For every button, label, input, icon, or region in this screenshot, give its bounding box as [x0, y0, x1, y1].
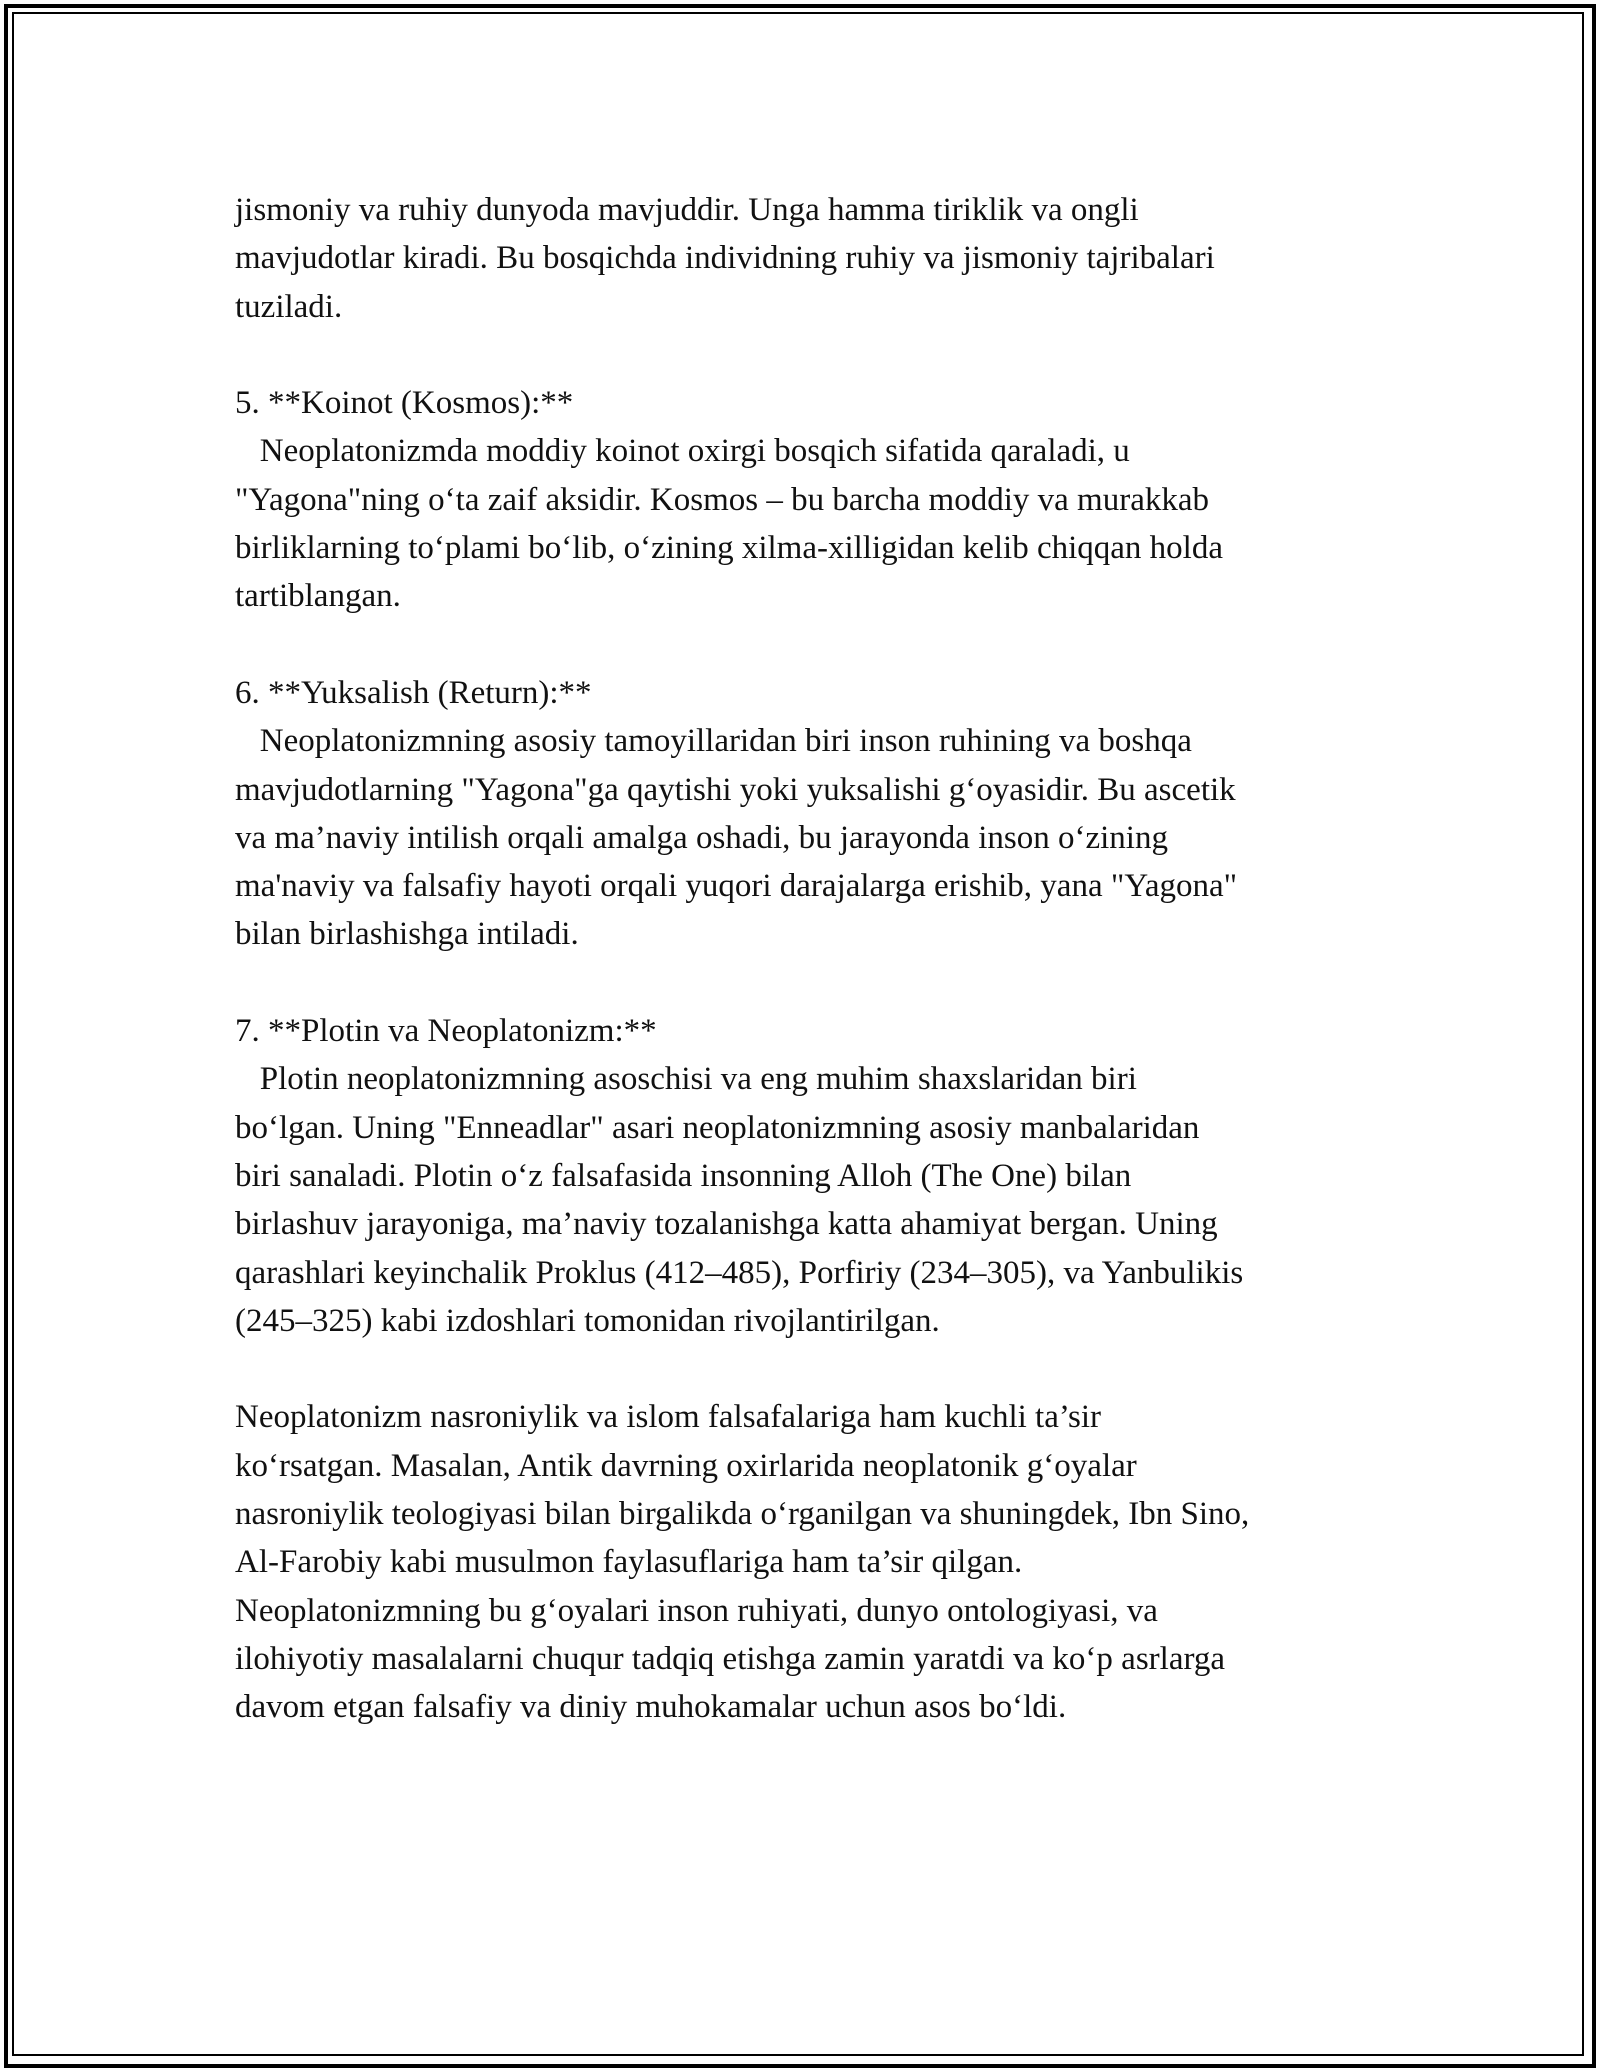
text-line: nasroniylik teologiyasi bilan birgalikda o‘rganilgan va shuningdek, Ibn Sino, [235, 1496, 1250, 1533]
section-heading: 6. **Yuksalish (Return):** [235, 674, 592, 711]
text-line: qarashlari keyinchalik Proklus (412–485), Porfiriy (234–305), va Yanbulikis [235, 1254, 1244, 1291]
section-koinot [235, 379, 1375, 620]
text-line: va ma’naviy intilish orqali amalga oshadi, bu jarayonda inson o‘zining [235, 819, 1168, 856]
text-line: Neoplatonizmning asosiy tamoyillaridan biri inson ruhining va boshqa [235, 723, 1192, 760]
paragraph-spacer [235, 331, 1375, 379]
text-line: ma'naviy va falsafiy hayoti orqali yuqori darajalarga erishib, yana "Yagona" [235, 868, 1238, 905]
section-plotin [235, 1007, 1375, 1345]
text-line: Neoplatonizmda moddiy koinot oxirgi bosqich sifatida qaraladi, u [235, 433, 1130, 470]
text-line: "Yagona"ning o‘ta zaif aksidir. Kosmos – bu barcha moddiy va murakkab [235, 481, 1209, 518]
text-line: jismoniy va ruhiy dunyoda mavjuddir. Unga hamma tiriklik va ongli [235, 192, 1139, 228]
text-line: Al-Farobiy kabi musulmon faylasuflariga ham ta’sir qilgan. [235, 1544, 1023, 1581]
text-line: biri sanaladi. Plotin o‘z falsafasida insonning Alloh (The One) bilan [235, 1157, 1132, 1194]
text-line: birlashuv jarayoniga, ma’naviy tozalanishga katta ahamiyat bergan. Uning [235, 1206, 1218, 1243]
paragraph-spacer [235, 1345, 1375, 1393]
text-line: birliklarning to‘plami bo‘lib, o‘zining xilma-xilligidan kelib chiqqan holda [235, 530, 1223, 567]
text-line: tuziladi. [235, 288, 343, 325]
text-line: ko‘rsatgan. Masalan, Antik davrning oxirlarida neoplatonik g‘oyalar [235, 1447, 1137, 1484]
section-heading: 7. **Plotin va Neoplatonizm:** [235, 1013, 657, 1050]
text-line: davom etgan falsafiy va diniy muhokamalar uchun asos bo‘ldi. [235, 1689, 1067, 1726]
text-line: Neoplatonizmning bu g‘oyalari inson ruhiyati, dunyo ontologiyasi, va [235, 1592, 1158, 1629]
text-line: ilohiyotiy masalalarni chuqur tadqiq etishga zamin yaratdi va ko‘p asrlarga [235, 1640, 1225, 1677]
document-body [235, 186, 1375, 1732]
closing-paragraph [235, 1393, 1375, 1731]
text-line: Neoplatonizm nasroniylik va islom falsafalariga ham kuchli ta’sir [235, 1399, 1102, 1436]
paragraph-spacer [235, 621, 1375, 669]
text-line: (245–325) kabi izdoshlari tomonidan rivojlantirilgan. [235, 1302, 940, 1339]
text-line: bilan birlashishga intiladi. [235, 916, 579, 953]
text-line: bo‘lgan. Uning "Enneadlar" asari neoplatonizmning asosiy manbalaridan [235, 1109, 1200, 1146]
text-line: mavjudotlar kiradi. Bu bosqichda individning ruhiy va jismoniy tajribalari [235, 240, 1215, 277]
section-heading: 5. **Koinot (Kosmos):** [235, 385, 574, 422]
paragraph-spacer [235, 959, 1375, 1007]
text-line: tartiblangan. [235, 578, 401, 615]
text-line: Plotin neoplatonizmning asoschisi va eng muhim shaxslaridan biri [235, 1061, 1137, 1098]
section-yuksalish [235, 669, 1375, 959]
text-line: mavjudotlarning "Yagona"ga qaytishi yoki yuksalishi g‘oyasidir. Bu ascetik [235, 771, 1236, 808]
intro-paragraph [235, 186, 1375, 331]
